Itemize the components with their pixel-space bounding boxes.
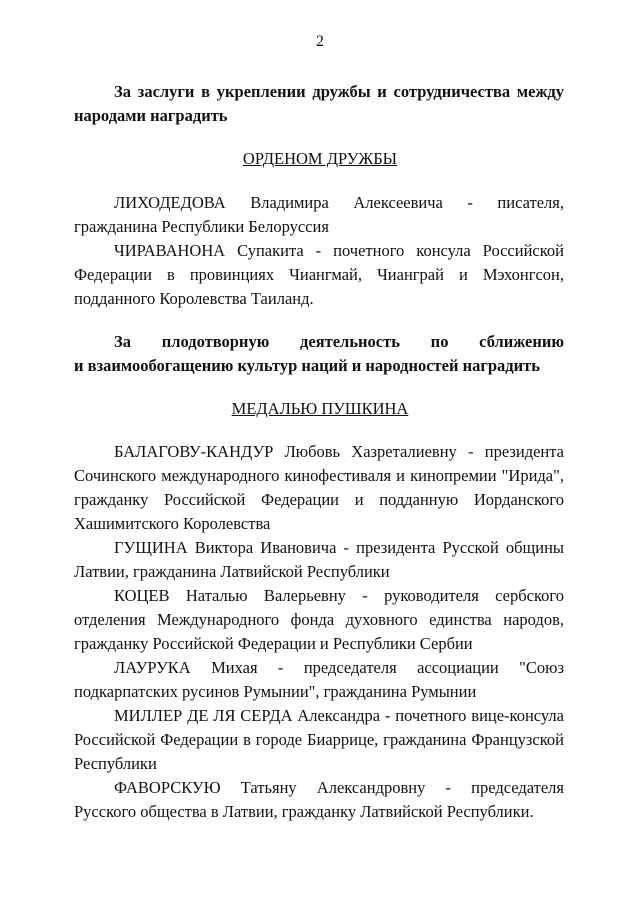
section-heading-pushkin [74, 330, 564, 354]
nominee-entry: ЛАУРУКА Михая - председателя ассоциации "Союз подкарпатских русинов Румынии", гражданина Румынии [74, 658, 564, 701]
nominee-entry: БАЛАГОВУ-КАНДУР Любовь Хазреталиевну - президента Сочинского международного кинофестиваля и кинопремии "Ирида", гражданку Российской Федерации и подданную Иорданского Хашимитского Королевства [74, 442, 564, 533]
section-heading-pushkin-line2: и взаимообогащению культур наций и народностей наградить [74, 356, 540, 375]
award-title-pushkin-medal: МЕДАЛЬЮ ПУШКИНА [231, 399, 409, 418]
award-title-order-of-friendship: ОРДЕНОМ ДРУЖБЫ [242, 149, 398, 168]
nominee-entry: ЛИХОДЕДОВА Владимира Алексеевича - писателя, гражданина Республики Белоруссия [74, 193, 564, 236]
nominee-entry: ГУЩИНА Виктора Ивановича - президента Русской общины Латвии, гражданина Латвийской Республики [74, 538, 564, 581]
section-heading-line: За плодотворную деятельность по сближению [114, 332, 564, 351]
nominee-entry: МИЛЛЕР ДЕ ЛЯ СЕРДА Александра - почетного вице-консула Российской Федерации в городе Биаррице, гражданина Французской Республики [74, 706, 564, 773]
award-list-pushkin [74, 440, 564, 824]
section-heading-friendship: За заслуги в укреплении дружбы и сотрудничества между народами наградить [74, 82, 564, 125]
award-list-friendship [74, 191, 564, 311]
nominee-entry: ЧИРАВАНОНА Супакита - почетного консула Российской Федерации в провинциях Чиангмай, Чианграй и Мэхонгсон, подданного Королевства Таиланд. [74, 241, 564, 308]
nominee-entry: ФАВОРСКУЮ Татьяну Александровну - председателя Русского общества в Латвии, гражданку Латвийской Республики. [74, 778, 564, 821]
nominee-entry: КОЦЕВ Наталью Валерьевну - руководителя сербского отделения Международного фонда духовного единства народов, гражданку Российской Федерации и Республики Сербии [74, 586, 564, 653]
page-number: 2 [316, 33, 324, 50]
